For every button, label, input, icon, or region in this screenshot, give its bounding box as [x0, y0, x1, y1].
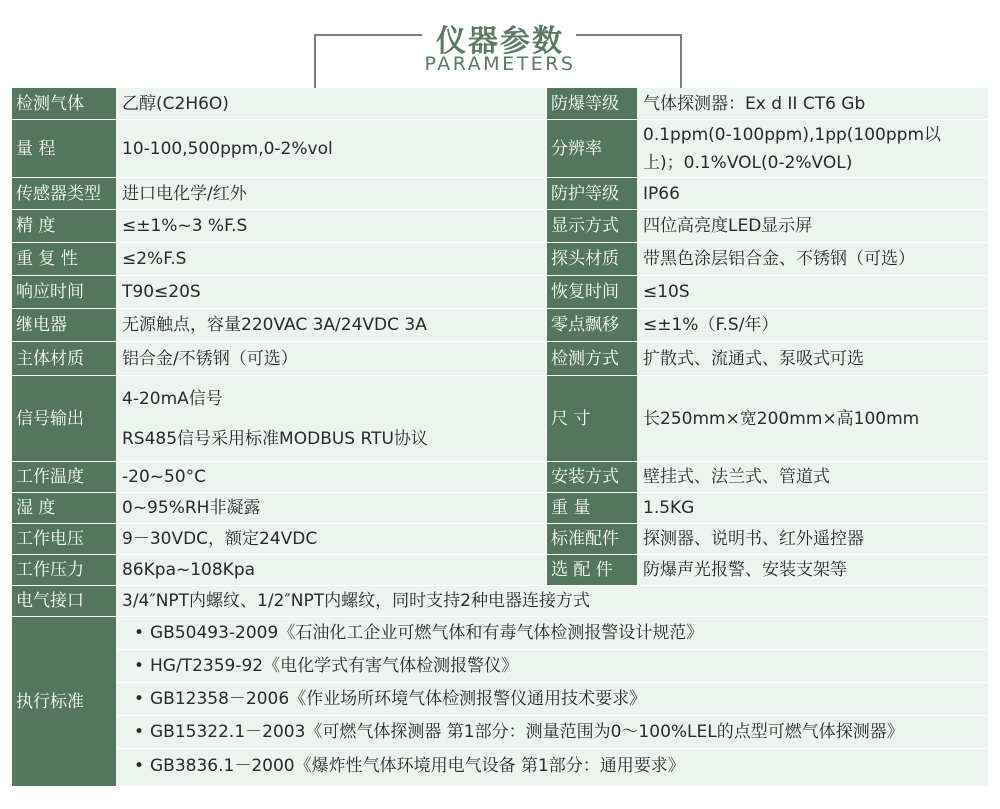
bullet-icon: • — [133, 623, 145, 643]
table-row — [12, 555, 988, 586]
param-label: 量 程 — [12, 120, 116, 177]
param-label: 信号输出 — [12, 376, 116, 461]
page-header — [0, 0, 1000, 90]
value-line: RS485信号采用标准MODBUS RTU协议 — [122, 428, 428, 449]
param-label: 电气接口 — [12, 586, 116, 616]
table-row — [12, 524, 988, 555]
standards-list — [116, 617, 988, 786]
param-label: 重 量 — [547, 493, 637, 523]
value-line: 0.1ppm(0-100ppm),1pp(100ppm以 — [643, 124, 942, 145]
param-label: 探头材质 — [547, 243, 637, 275]
param-value: 带黑色涂层铝合金、不锈钢（可选） — [637, 243, 988, 275]
param-value: 进口电化学/红外 — [116, 178, 547, 209]
param-value: 无源触点，容量220VAC 3A/24VDC 3A — [116, 309, 547, 341]
param-value: ≤±1%（F.S/年） — [637, 309, 988, 341]
param-label: 主体材质 — [12, 342, 116, 375]
param-value: 10-100,500ppm,0-2%vol — [116, 120, 547, 177]
param-value: ≤2%F.S — [116, 243, 547, 275]
param-label: 工作温度 — [12, 462, 116, 492]
param-label: 继电器 — [12, 309, 116, 341]
param-value: 长250mm×宽200mm×高100mm — [637, 376, 988, 461]
param-label: 检测气体 — [12, 88, 116, 119]
table-row — [12, 210, 988, 243]
value-line: 4-20mA信号 — [122, 388, 223, 409]
bullet-icon: • — [133, 656, 145, 676]
table-row — [12, 376, 988, 462]
param-label: 执行标准 — [12, 617, 116, 786]
param-value: 探测器、说明书、红外遥控器 — [637, 524, 988, 554]
param-value: 9－30VDC，额定24VDC — [116, 524, 547, 554]
param-value: ≤10S — [637, 276, 988, 308]
param-value: 乙醇(C2H6O) — [116, 88, 547, 119]
param-label: 精 度 — [12, 210, 116, 242]
value-line: 上)；0.1%VOL(0-2%VOL) — [643, 152, 853, 173]
param-label: 检测方式 — [547, 342, 637, 375]
table-row — [12, 586, 988, 617]
table-row — [12, 120, 988, 178]
bullet-icon: • — [133, 755, 145, 776]
table-row — [12, 88, 988, 120]
table-row — [12, 178, 988, 210]
table-row — [12, 493, 988, 524]
param-label: 零点飘移 — [547, 309, 637, 341]
param-label: 防爆等级 — [547, 88, 637, 119]
param-label: 恢复时间 — [547, 276, 637, 308]
page-subtitle: PARAMETERS — [424, 53, 576, 75]
list-item — [116, 716, 988, 749]
param-value: 1.5KG — [637, 493, 988, 523]
param-value: 防爆声光报警、安装支架等 — [637, 555, 988, 585]
table-row — [12, 243, 988, 276]
param-value: 壁挂式、法兰式、管道式 — [637, 462, 988, 492]
list-item — [116, 617, 988, 650]
param-label: 湿 度 — [12, 493, 116, 523]
list-item — [116, 749, 988, 782]
param-value: 86Kpa~108Kpa — [116, 555, 547, 585]
param-value: 0~95%RH非凝露 — [116, 493, 547, 523]
bullet-icon: • — [133, 722, 145, 742]
standard-text: GB12358－2006《作业场所环境气体检测报警仪通用技术要求》 — [150, 689, 647, 709]
standard-text: GB50493-2009《石油化工企业可燃气体和有毒气体检测报警设计规范》 — [150, 623, 704, 643]
param-label: 传感器类型 — [12, 178, 116, 209]
list-item — [116, 683, 988, 716]
table-row — [12, 462, 988, 493]
param-value — [116, 376, 547, 461]
param-label: 选 配 件 — [547, 555, 637, 585]
table-row — [12, 342, 988, 376]
param-label: 防护等级 — [547, 178, 637, 209]
param-label: 工作压力 — [12, 555, 116, 585]
param-label: 响应时间 — [12, 276, 116, 308]
param-label: 重 复 性 — [12, 243, 116, 275]
param-label: 显示方式 — [547, 210, 637, 242]
param-label: 工作电压 — [12, 524, 116, 554]
param-value: ≤±1%~3 %F.S — [116, 210, 547, 242]
param-value: 3/4″NPT内螺纹、1/2″NPT内螺纹，同时支持2种电器连接方式 — [116, 586, 988, 616]
page-title: 仪器参数 — [436, 24, 564, 59]
param-value: -20~50°C — [116, 462, 547, 492]
standards-row — [12, 617, 988, 786]
param-value: T90≤20S — [116, 276, 547, 308]
list-item — [116, 650, 988, 683]
table-row — [12, 309, 988, 342]
standard-text: HG/T2359-92《电化学式有害气体检测报警仪》 — [150, 656, 519, 676]
bullet-icon: • — [133, 689, 145, 709]
param-value: 四位高亮度LED显示屏 — [637, 210, 988, 242]
param-value: 扩散式、流通式、泵吸式可选 — [637, 342, 988, 375]
table-row — [12, 276, 988, 309]
standard-text: GB3836.1－2000《爆炸性气体环境用电气设备 第1部分：通用要求》 — [150, 755, 685, 776]
param-label: 分辨率 — [547, 120, 637, 177]
param-value — [637, 120, 988, 177]
param-value: 铝合金/不锈钢（可选） — [116, 342, 547, 375]
standard-text: GB15322.1－2003《可燃气体探测器 第1部分：测量范围为0～100%LEL的点型可燃气体探测器》 — [150, 722, 904, 742]
param-value: 气体探测器：Ex d II CT6 Gb — [637, 88, 988, 119]
param-label: 尺 寸 — [547, 376, 637, 461]
param-label: 安装方式 — [547, 462, 637, 492]
param-value: IP66 — [637, 178, 988, 209]
parameters-table — [12, 88, 988, 786]
param-label: 标准配件 — [547, 524, 637, 554]
